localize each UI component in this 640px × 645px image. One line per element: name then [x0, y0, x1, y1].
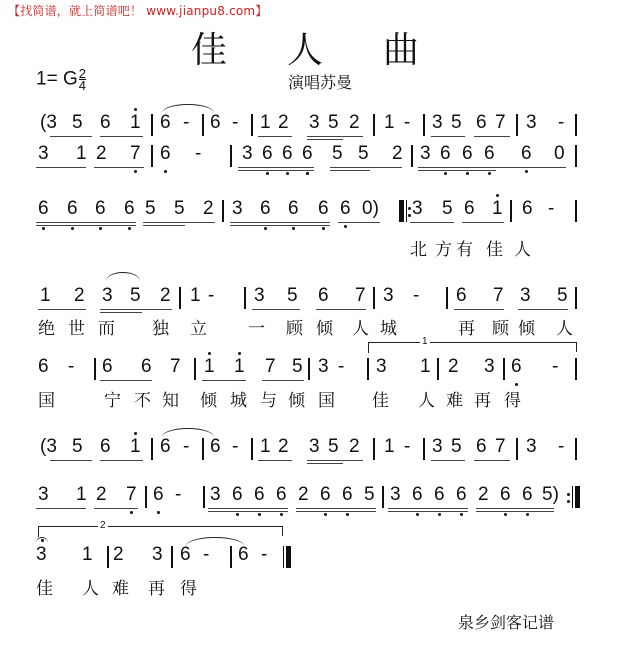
lyric: 佳: [36, 579, 53, 599]
lyric: 顾: [492, 319, 509, 339]
key-signature: [36, 68, 86, 91]
lyric: 佳: [372, 391, 389, 411]
lyric: 与: [260, 391, 277, 411]
notation-line-7: 3 1 2 7 6 - 3 6 6 6 2 6 6 5 3 6 6 6 2 6 6 5): [0, 484, 640, 514]
lyrics-line-8: [0, 574, 640, 599]
slur: [106, 272, 140, 281]
lyric: 倾: [288, 391, 305, 411]
slur: [162, 428, 214, 437]
site-banner: 【找简谱，就上简谱吧！ www.jianpu8.com】: [8, 4, 268, 18]
lyric: 得: [180, 579, 197, 599]
slur: [162, 104, 214, 113]
lyric: 难: [112, 579, 129, 599]
lyric: 城: [230, 391, 247, 411]
singer: 演唱苏曼: [288, 73, 353, 92]
notation-line-1: (3 5 6 1 6 - 6 - 1 2 3 5 2 1 - 3 5 6 7 3 -: [0, 112, 640, 142]
lyric: 人: [514, 240, 531, 260]
notation-line-5: 6 - 6 6 7 1 1 7 5 3 - 3 1 2 3 6 -: [0, 356, 640, 386]
lyric: 得: [504, 391, 521, 411]
lyric: 再: [474, 391, 491, 411]
fermata: [36, 537, 48, 543]
lyric: 难: [446, 391, 463, 411]
lyric: 城: [380, 319, 397, 339]
lyric: 世: [68, 319, 85, 339]
lyric: 佳: [486, 240, 503, 260]
lyric: 再: [148, 579, 165, 599]
volta-2-end: [282, 526, 283, 536]
lyric: 知: [162, 391, 179, 411]
slur: [186, 537, 244, 546]
time-denominator: 4: [78, 78, 86, 93]
lyric: 国: [318, 391, 335, 411]
notation-line-3: 6 6 6 6 5 5 2 3 6 6 6 6 0) 3 5 6 1 6 -: [0, 198, 640, 228]
volta-1-bracket: [368, 342, 577, 353]
lyric: 倾: [200, 391, 217, 411]
lyric: 而: [98, 319, 115, 339]
lyric: 人: [82, 579, 99, 599]
time-numerator: 2: [78, 66, 86, 81]
lyrics-line-4: [0, 314, 640, 339]
key-label: 1= G: [36, 68, 78, 90]
lyric: 立: [190, 319, 207, 339]
lyric: 国: [38, 391, 55, 411]
volta-2-bracket: [38, 526, 283, 537]
lyrics-line-3: [0, 235, 640, 260]
volta-1-label: 1: [422, 336, 428, 347]
score-title: 佳人曲: [190, 30, 479, 71]
volta-2-label: 2: [100, 520, 106, 531]
volta-1-end: [576, 342, 577, 352]
lyric: 倾: [518, 319, 535, 339]
lyric: 再: [458, 319, 475, 339]
lyric: 北: [410, 240, 427, 260]
lyric: 方: [435, 240, 452, 260]
transcriber-credit: 泉乡剑客记谱: [458, 613, 555, 632]
notation-line-8: 3 1 2 3 6 - 6 -: [0, 544, 640, 574]
lyric: 倾: [316, 319, 333, 339]
notation-line-2: 3 1 2 7 6 - 3 6 6 6 5 5 2 3 6 6 6 6 0: [0, 143, 640, 173]
lyric: 人: [352, 319, 369, 339]
lyrics-line-5: [0, 386, 640, 411]
lyric: 一: [248, 319, 265, 339]
notation-line-6: (3 5 6 1 6 - 6 - 1 2 3 5 2 1 - 3 5 6 7 3 -: [0, 436, 640, 466]
lyric: 独: [152, 319, 169, 339]
lyric: 宁: [104, 391, 121, 411]
lyric: 不: [134, 391, 151, 411]
lyric: 绝: [38, 319, 55, 339]
lyric: 人: [418, 391, 435, 411]
notation-line-4: 1 2 3 5 2 1 - 3 5 6 7 3 - 6 7 3 5: [0, 285, 640, 315]
lyric: 有: [456, 240, 473, 260]
lyric: 顾: [286, 319, 303, 339]
lyric: 人: [556, 319, 573, 339]
time-signature: [79, 68, 86, 91]
